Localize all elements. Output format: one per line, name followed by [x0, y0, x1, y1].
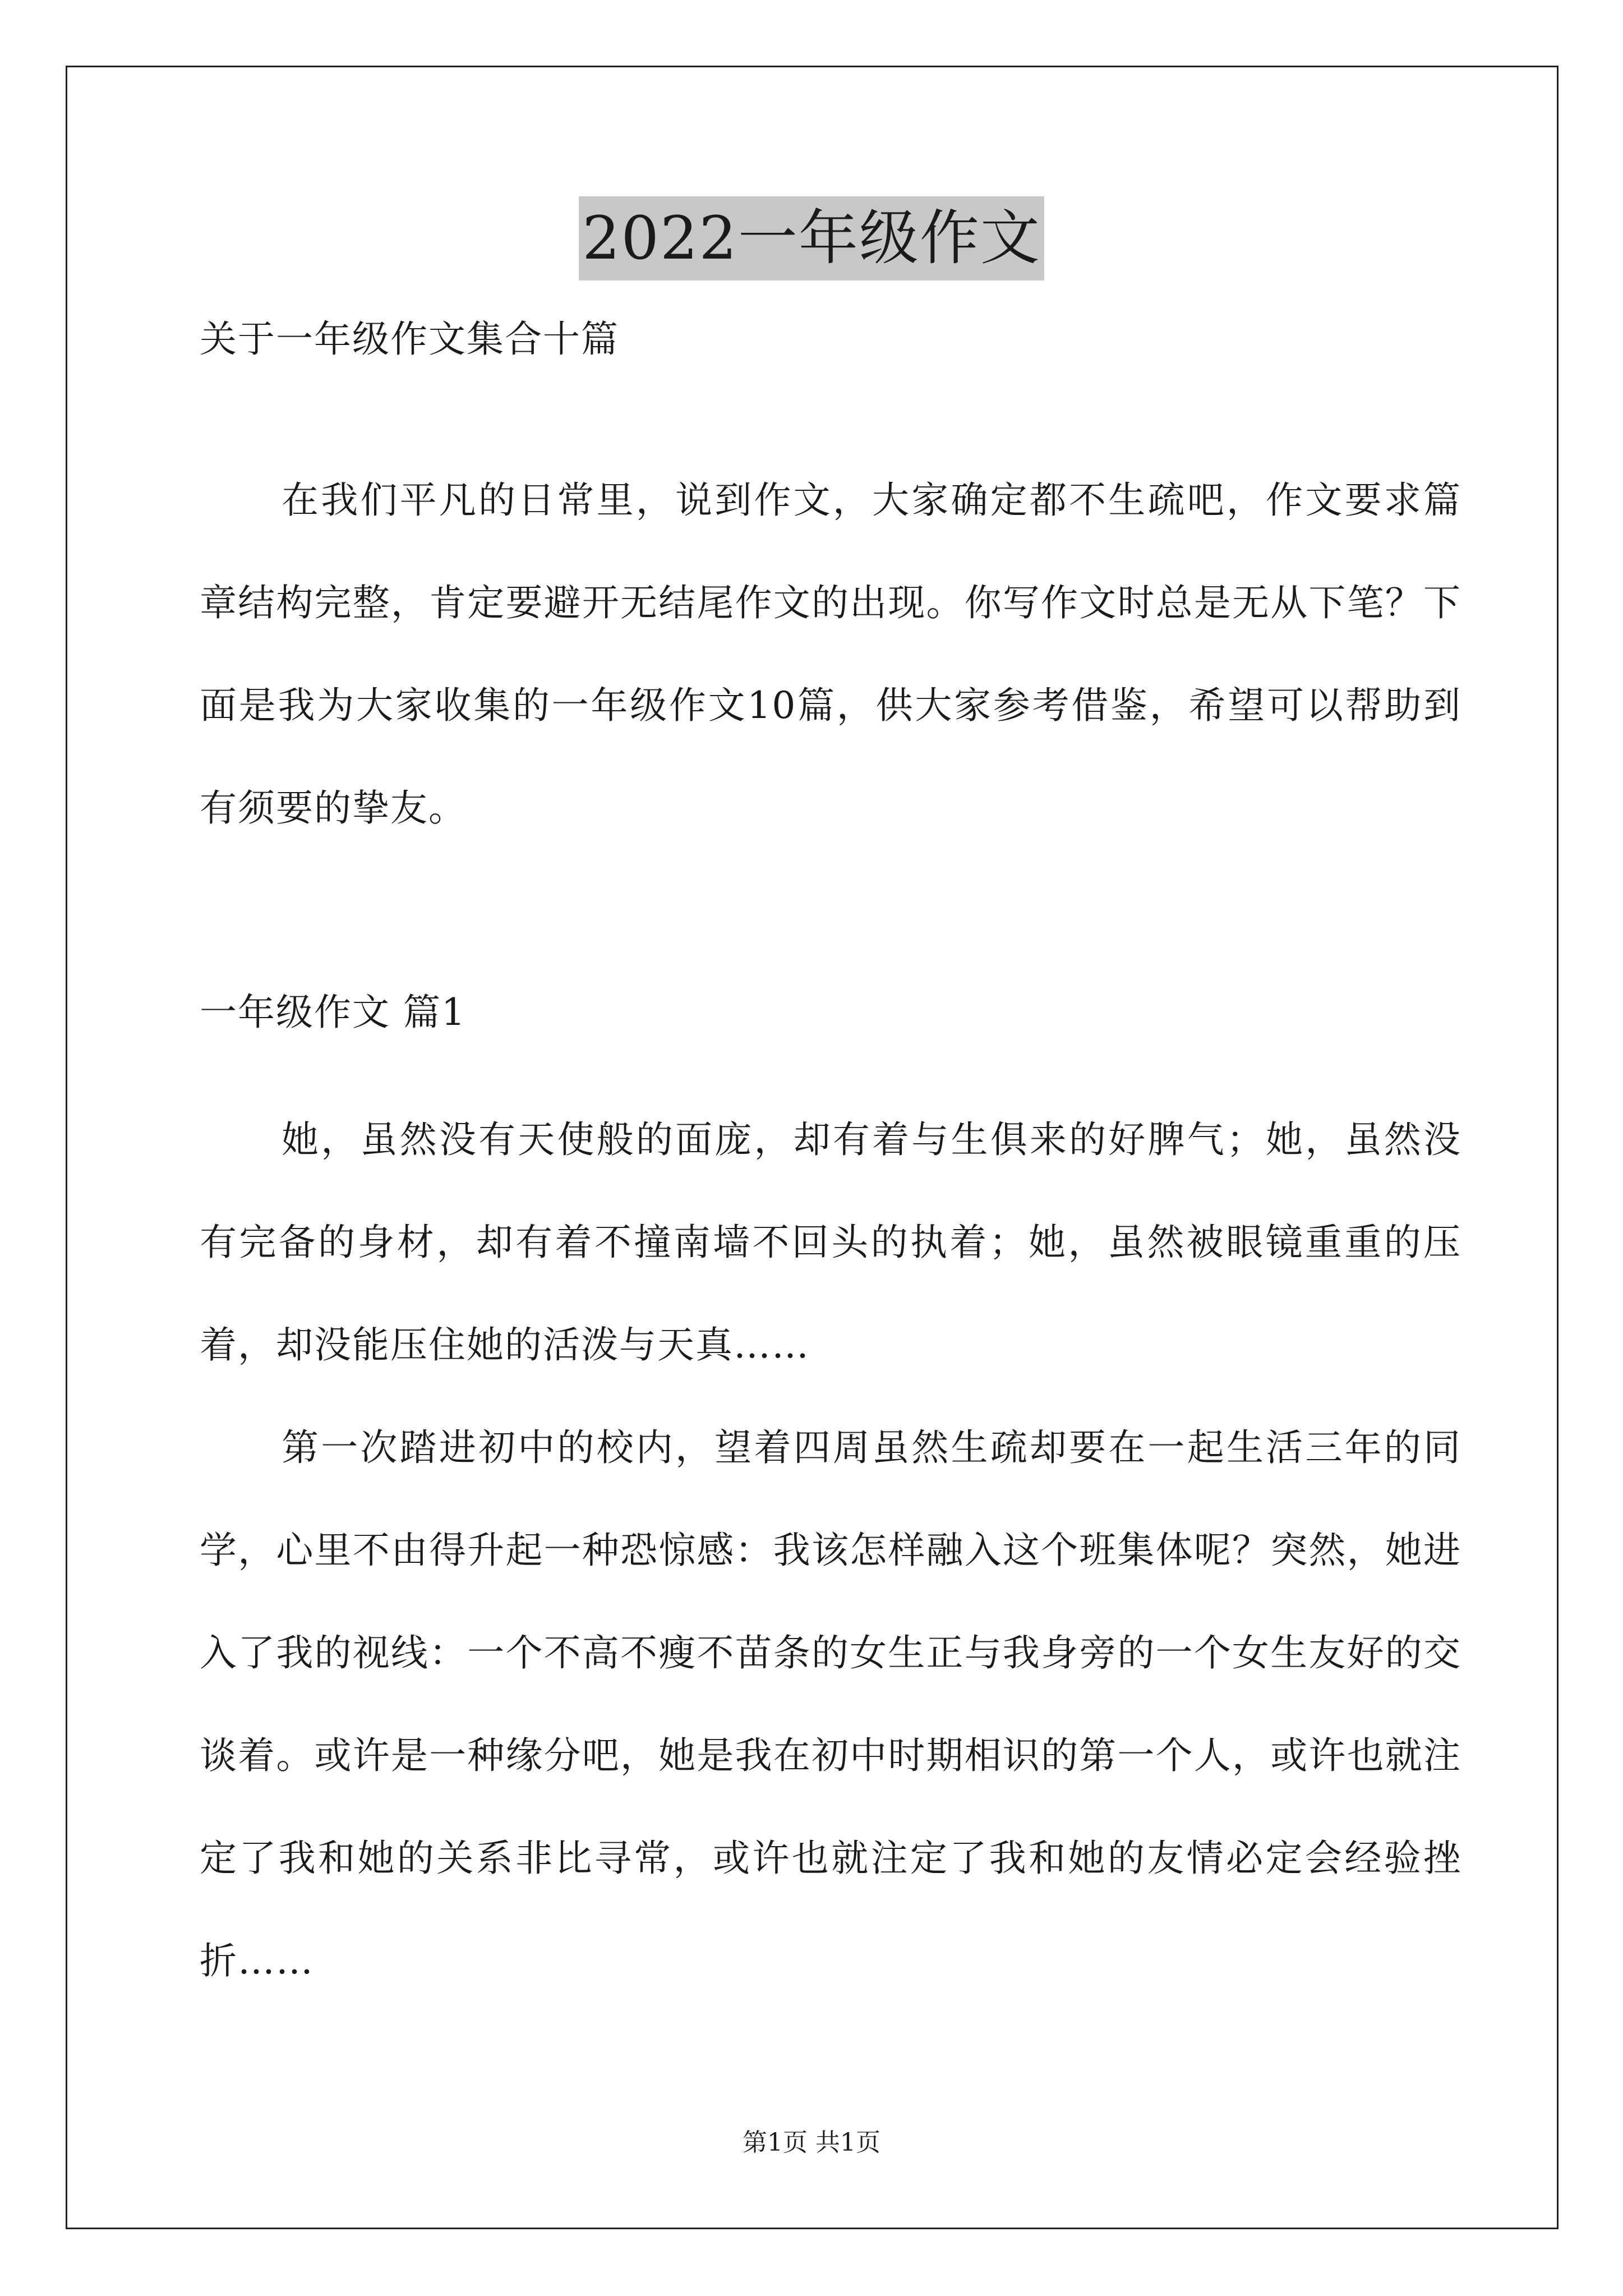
section-1-body	[200, 1088, 1461, 2012]
document-subtitle: 关于一年级作文集合十篇	[200, 318, 619, 361]
section-heading-1: 一年级作文 篇1	[200, 991, 466, 1034]
document-title: 2022一年级作文	[579, 196, 1044, 280]
intro-block	[200, 449, 1461, 859]
section-1-paragraph: 第一次踏进初中的校内，望着四周虽然生疏却要在一起生活三年的同学，心里不由得升起一种恐惊感：我该怎样融入这个班集体呢？突然，她进入了我的视线：一个不高不瘦不苗条的女生正与我身旁的一个女生友好的交谈着。或许是一种缘分吧，她是我在初中时期相识的第一个人，或许也就注定了我和她的关系非比寻常，或许也就注定了我和她的友情必定会经验挫折……	[200, 1426, 1461, 1982]
page-footer: 第1页 共1页	[743, 2128, 880, 2157]
title-container	[0, 196, 1623, 280]
section-1-paragraph: 她，虽然没有天使般的面庞，却有着与生俱来的好脾气；她，虽然没有完备的身材，却有着不撞南墙不回头的执着；她，虽然被眼镜重重的压着，却没能压住她的活泼与天真……	[200, 1118, 1461, 1366]
intro-paragraph: 在我们平凡的日常里，说到作文，大家确定都不生疏吧，作文要求篇章结构完整，肯定要避开无结尾作文的出现。你写作文时总是无从下笔？下面是我为大家收集的一年级作文10篇，供大家参考借鉴，希望可以帮助到有须要的挚友。	[200, 478, 1461, 830]
